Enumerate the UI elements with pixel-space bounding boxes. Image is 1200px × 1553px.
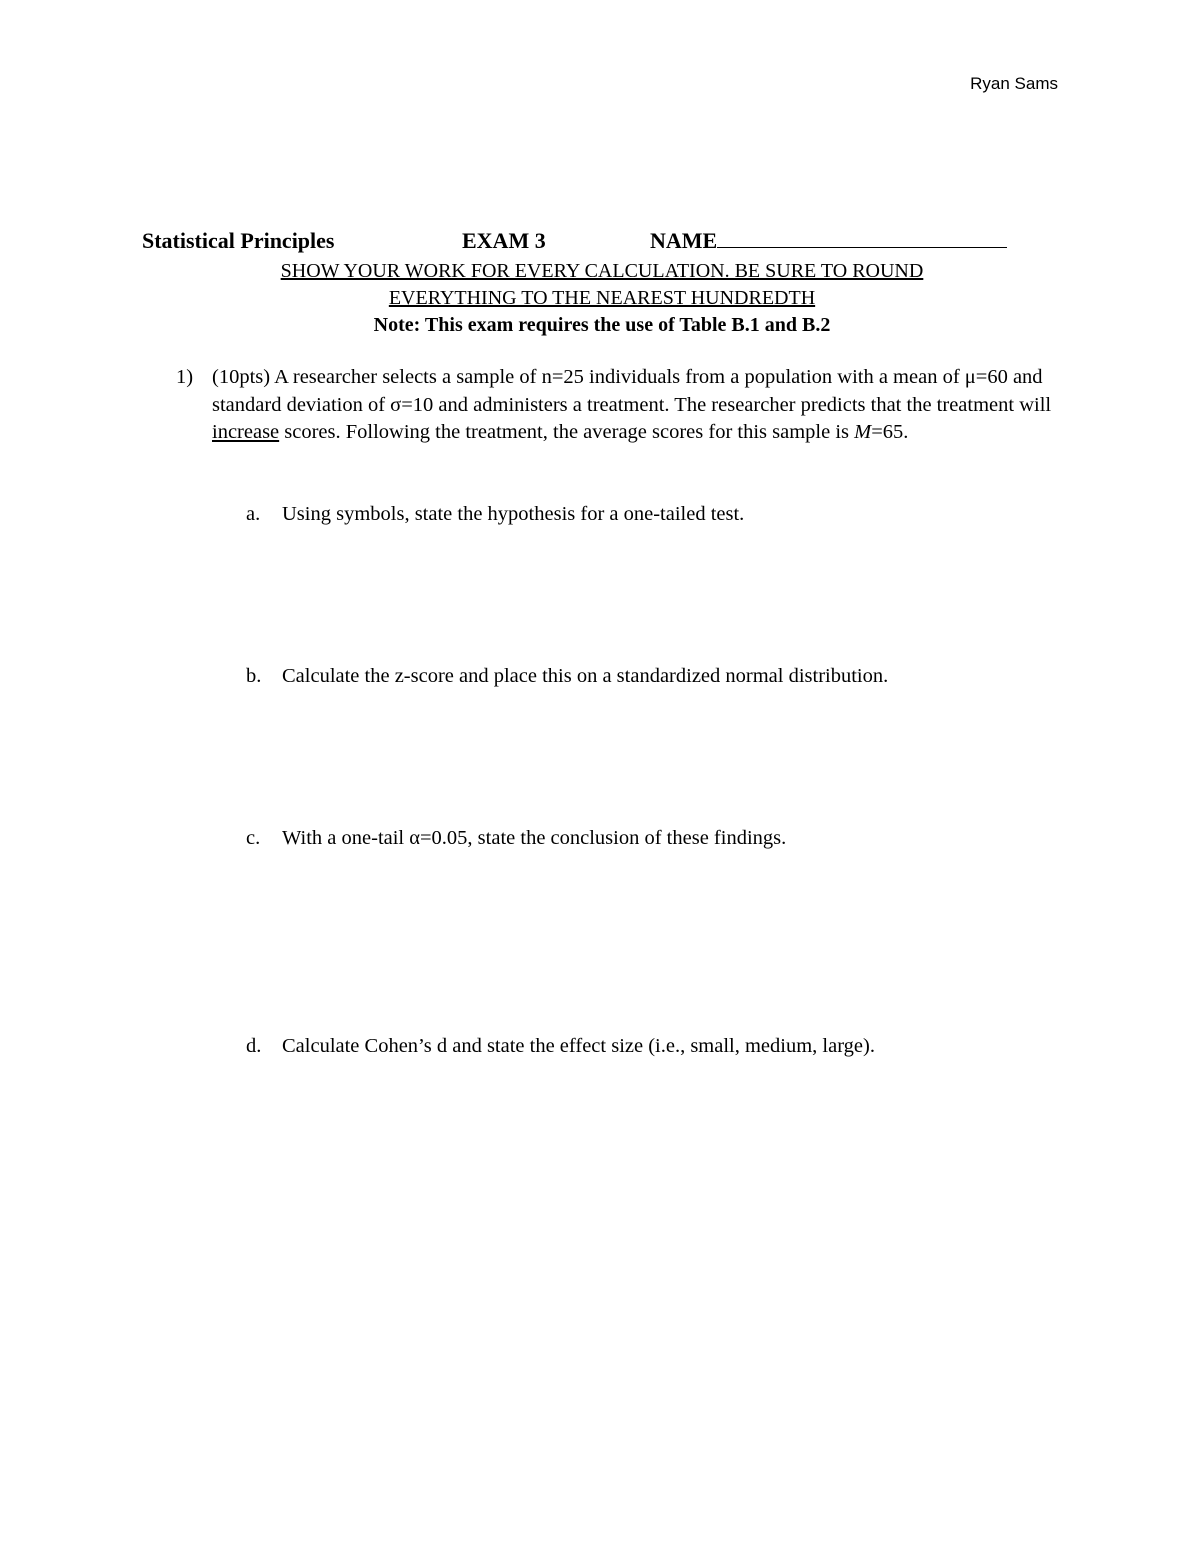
name-blank-line <box>717 246 1007 248</box>
subquestion-d <box>246 1033 875 1060</box>
exam-label: EXAM 3 <box>462 228 546 253</box>
question-text-part1: (10pts) A researcher selects a sample of n=25 individuals from a population with a mean of μ=60 and standard deviation of σ=10 and administers a treatment. The researcher predicts that the treatment will <box>212 366 1052 416</box>
subquestion-letter: c. <box>246 827 261 849</box>
question-text <box>212 364 1056 447</box>
subquestion-text: Calculate the z-score and place this on a standardized normal distribution. <box>282 665 889 687</box>
question-number: 1) <box>176 366 194 388</box>
exam-instructions <box>142 258 1062 339</box>
question-text-part3: =65. <box>871 421 909 443</box>
instruction-line-2: EVERYTHING TO THE NEAREST HUNDREDTH <box>388 287 816 309</box>
subquestion-letter: d. <box>246 1035 262 1057</box>
subquestion-text: Calculate Cohen’s d and state the effect size (i.e., small, medium, large). <box>282 1035 875 1057</box>
table-note: Note: This exam requires the use of Table B.1 and B.2 <box>373 314 831 336</box>
subquestion-letter: a. <box>246 503 261 525</box>
subquestion-text: Using symbols, state the hypothesis for a one-tailed test. <box>282 503 745 525</box>
course-title: Statistical Principles <box>142 228 335 253</box>
exam-title-row <box>142 228 1032 254</box>
name-label: NAME <box>650 228 718 253</box>
question-1 <box>176 364 1056 447</box>
question-emphasis-word: increase <box>212 421 280 443</box>
author-name: Ryan Sams <box>970 74 1058 93</box>
subquestion-text: With a one-tail α=0.05, state the conclusion of these findings. <box>282 827 787 849</box>
subquestion-letter: b. <box>246 665 262 687</box>
subquestion-b <box>246 663 888 690</box>
subquestion-a <box>246 501 744 528</box>
subquestion-c <box>246 825 786 852</box>
instruction-line-1: SHOW YOUR WORK FOR EVERY CALCULATION. BE SURE TO ROUND <box>280 260 924 282</box>
question-text-part2: scores. Following the treatment, the average scores for this sample is <box>279 421 855 443</box>
sample-mean-symbol: M <box>854 421 872 443</box>
